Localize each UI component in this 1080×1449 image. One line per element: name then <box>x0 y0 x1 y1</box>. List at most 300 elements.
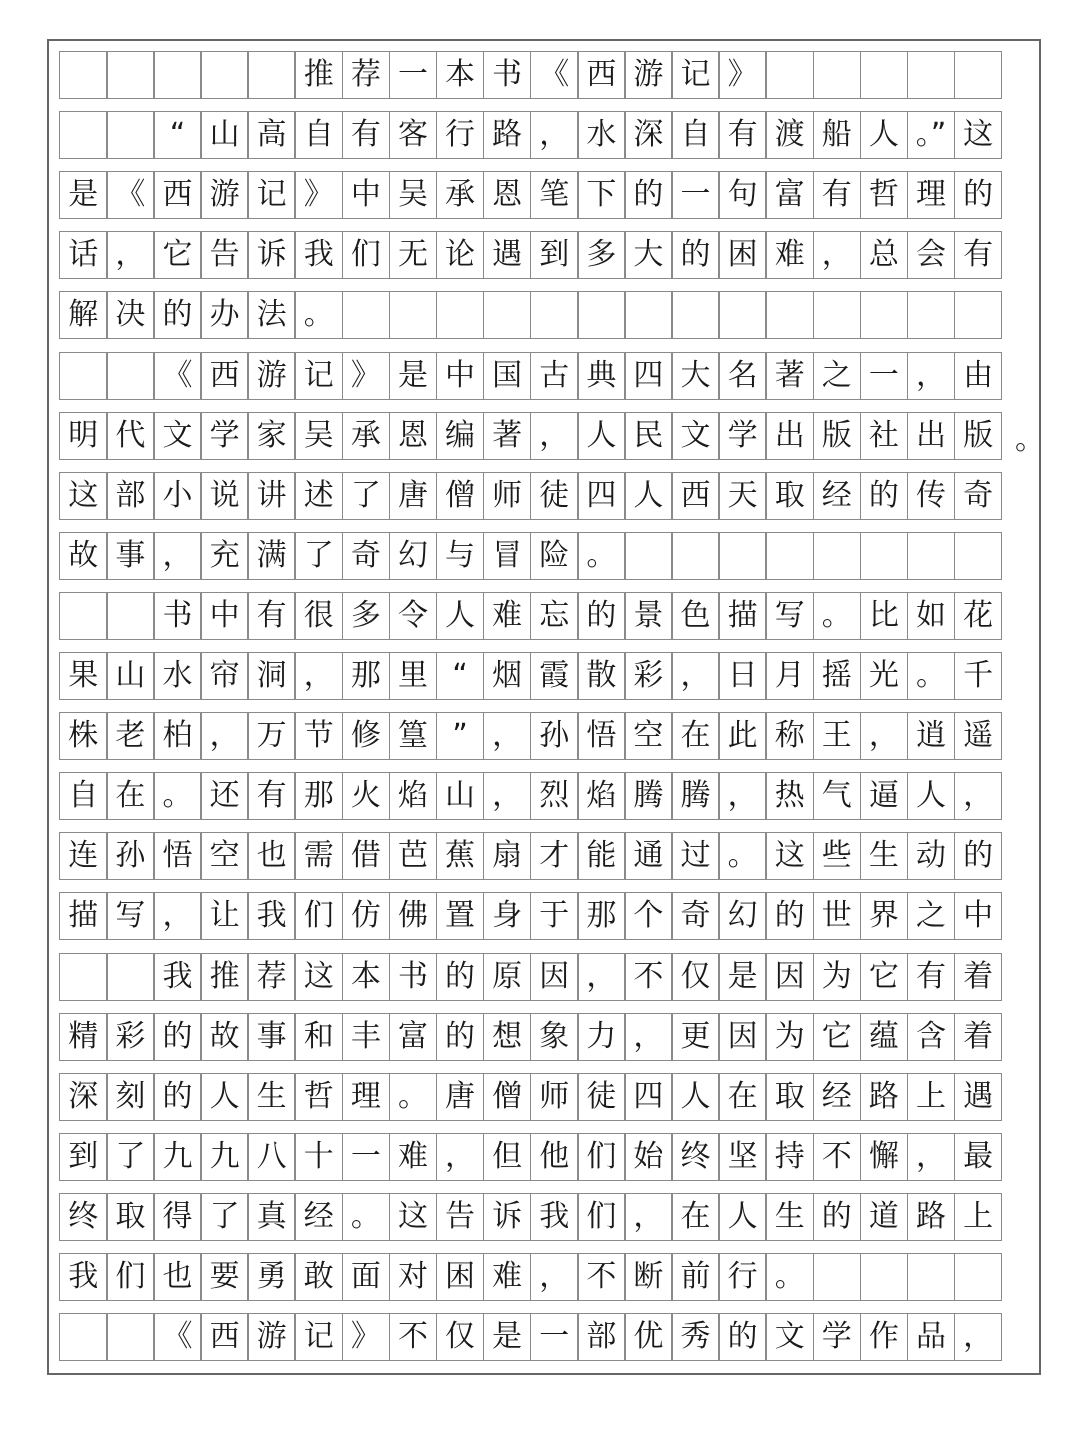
grid-character: 部 <box>106 472 155 520</box>
grid-character: 。 <box>907 652 956 700</box>
grid-character: 理 <box>907 171 956 219</box>
grid-character: 中 <box>200 592 249 640</box>
grid-empty-cell <box>389 291 438 339</box>
grid-character: 取 <box>106 1193 155 1241</box>
grid-empty-cell <box>907 1253 956 1301</box>
grid-empty-cell <box>860 51 909 99</box>
grid-character: 富 <box>765 171 814 219</box>
grid-character: ， <box>530 1253 579 1301</box>
grid-character: ， <box>153 532 202 580</box>
grid-character: 逼 <box>860 772 909 820</box>
grid-character: 需 <box>294 832 343 880</box>
grid-character: 精 <box>59 1013 108 1061</box>
grid-character: 西 <box>200 1313 249 1361</box>
grid-row <box>59 1133 1031 1181</box>
grid-character: 色 <box>671 592 720 640</box>
grid-character: ， <box>813 231 862 279</box>
grid-character: 取 <box>765 472 814 520</box>
grid-character: 人 <box>671 1073 720 1121</box>
grid-empty-cell <box>860 291 909 339</box>
grid-character: 人 <box>200 1073 249 1121</box>
grid-character: 道 <box>860 1193 909 1241</box>
grid-character: 原 <box>483 953 532 1001</box>
grid-character: 很 <box>294 592 343 640</box>
grid-character: 学 <box>200 412 249 460</box>
grid-character: 的 <box>153 291 202 339</box>
grid-character: 一 <box>342 1133 391 1181</box>
grid-character: 水 <box>153 652 202 700</box>
grid-character: 有 <box>907 953 956 1001</box>
grid-character: 荐 <box>247 953 296 1001</box>
grid-character: 充 <box>200 532 249 580</box>
grid-character: 是 <box>483 1313 532 1361</box>
grid-character: 忘 <box>530 592 579 640</box>
grid-character: 说 <box>200 472 249 520</box>
grid-character: 过 <box>671 832 720 880</box>
grid-character: 游 <box>247 352 296 400</box>
grid-character: 《 <box>106 171 155 219</box>
grid-character: 是 <box>718 953 767 1001</box>
grid-character: 大 <box>624 231 673 279</box>
grid-character: 我 <box>153 953 202 1001</box>
grid-character: ” <box>436 712 485 760</box>
grid-character: 自 <box>671 111 720 159</box>
grid-character: 记 <box>294 1313 343 1361</box>
grid-character: 经 <box>294 1193 343 1241</box>
grid-character: 中 <box>436 352 485 400</box>
grid-character: 对 <box>389 1253 438 1301</box>
grid-empty-cell <box>907 291 956 339</box>
grid-character: 不 <box>577 1253 626 1301</box>
grid-character: 古 <box>530 352 579 400</box>
grid-character: 富 <box>389 1013 438 1061</box>
grid-character: ， <box>294 652 343 700</box>
grid-character: 渡 <box>765 111 814 159</box>
grid-character: 学 <box>718 412 767 460</box>
grid-empty-cell <box>765 51 814 99</box>
grid-character: 的 <box>765 892 814 940</box>
grid-character: 也 <box>153 1253 202 1301</box>
grid-character: 有 <box>247 772 296 820</box>
grid-character: 日 <box>718 652 767 700</box>
grid-character: 悟 <box>577 712 626 760</box>
grid-character: 文 <box>153 412 202 460</box>
grid-character: 让 <box>200 892 249 940</box>
grid-character: 月 <box>765 652 814 700</box>
grid-empty-cell <box>813 532 862 580</box>
grid-character: 由 <box>954 352 1003 400</box>
grid-character: 办 <box>200 291 249 339</box>
grid-character: 柏 <box>153 712 202 760</box>
grid-character: 是 <box>59 171 108 219</box>
grid-character: 个 <box>624 892 673 940</box>
grid-character: 空 <box>624 712 673 760</box>
grid-character: 株 <box>59 712 108 760</box>
grid-character: 借 <box>342 832 391 880</box>
grid-character: 记 <box>247 171 296 219</box>
grid-empty-cell <box>200 51 249 99</box>
grid-character: 仿 <box>342 892 391 940</box>
grid-character: 之 <box>907 892 956 940</box>
grid-character: 的 <box>718 1313 767 1361</box>
grid-character: 了 <box>200 1193 249 1241</box>
grid-character: 焰 <box>577 772 626 820</box>
grid-character: 记 <box>671 51 720 99</box>
grid-character: 无 <box>389 231 438 279</box>
grid-character: ， <box>577 953 626 1001</box>
grid-character: 客 <box>389 111 438 159</box>
grid-character: 人 <box>436 592 485 640</box>
grid-character: 满 <box>247 532 296 580</box>
grid-character: 芭 <box>389 832 438 880</box>
grid-character: 僧 <box>483 1073 532 1121</box>
grid-character: 笔 <box>530 171 579 219</box>
grid-character: 师 <box>483 472 532 520</box>
grid-character: 难 <box>483 592 532 640</box>
grid-character: 在 <box>671 712 720 760</box>
grid-character: 因 <box>530 953 579 1001</box>
grid-character: 他 <box>530 1133 579 1181</box>
grid-empty-cell <box>907 51 956 99</box>
grid-character: 人 <box>907 772 956 820</box>
grid-row <box>59 953 1031 1001</box>
grid-character: 着 <box>954 1013 1003 1061</box>
grid-character: 。 <box>342 1193 391 1241</box>
grid-character: ， <box>200 712 249 760</box>
grid-character: 得 <box>153 1193 202 1241</box>
grid-character: 也 <box>247 832 296 880</box>
grid-empty-cell <box>247 51 296 99</box>
grid-character: 的 <box>153 1073 202 1121</box>
grid-character: 仅 <box>671 953 720 1001</box>
grid-character: 空 <box>200 832 249 880</box>
grid-character: 有 <box>954 231 1003 279</box>
grid-character: 还 <box>200 772 249 820</box>
grid-character: 蕴 <box>860 1013 909 1061</box>
grid-character: ， <box>954 772 1003 820</box>
grid-character: 决 <box>106 291 155 339</box>
grid-character: 那 <box>342 652 391 700</box>
grid-character: 里 <box>389 652 438 700</box>
grid-character: 面 <box>342 1253 391 1301</box>
grid-character: 能 <box>577 832 626 880</box>
grid-character: 的 <box>954 832 1003 880</box>
grid-character: 这 <box>389 1193 438 1241</box>
grid-character: 大 <box>671 352 720 400</box>
grid-character: “ <box>153 111 202 159</box>
grid-character: 节 <box>294 712 343 760</box>
grid-character: 生 <box>765 1193 814 1241</box>
grid-character: 最 <box>954 1133 1003 1181</box>
grid-character: 要 <box>200 1253 249 1301</box>
grid-character: 修 <box>342 712 391 760</box>
grid-character: 写 <box>106 892 155 940</box>
grid-character: ， <box>436 1133 485 1181</box>
grid-character: 花 <box>954 592 1003 640</box>
grid-character: 描 <box>59 892 108 940</box>
grid-character: 一 <box>860 352 909 400</box>
grid-empty-cell <box>671 291 720 339</box>
grid-character: 讲 <box>247 472 296 520</box>
grid-character: 论 <box>436 231 485 279</box>
grid-character: 八 <box>247 1133 296 1181</box>
grid-character: 果 <box>59 652 108 700</box>
grid-empty-cell <box>342 291 391 339</box>
grid-character: 到 <box>530 231 579 279</box>
grid-row <box>59 1073 1031 1121</box>
grid-character: 山 <box>200 111 249 159</box>
grid-character: 有 <box>718 111 767 159</box>
grid-character: 承 <box>436 171 485 219</box>
grid-empty-cell <box>765 532 814 580</box>
grid-character: 明 <box>59 412 108 460</box>
grid-character: ， <box>483 772 532 820</box>
grid-character: 彩 <box>624 652 673 700</box>
grid-empty-cell <box>813 291 862 339</box>
grid-character: ， <box>671 652 720 700</box>
grid-character: 经 <box>813 1073 862 1121</box>
grid-character: 这 <box>59 472 108 520</box>
grid-character: 民 <box>624 412 673 460</box>
grid-row <box>59 1253 1031 1301</box>
grid-character: 西 <box>153 171 202 219</box>
grid-character: 了 <box>342 472 391 520</box>
grid-character: 九 <box>153 1133 202 1181</box>
grid-character: 一 <box>671 171 720 219</box>
grid-empty-cell <box>954 1253 1003 1301</box>
grid-character: 哲 <box>860 171 909 219</box>
grid-character: ， <box>530 412 579 460</box>
grid-character: 作 <box>860 1313 909 1361</box>
grid-character: 不 <box>624 953 673 1001</box>
grid-character: 它 <box>860 953 909 1001</box>
grid-character: 幻 <box>718 892 767 940</box>
grid-character: 恩 <box>389 412 438 460</box>
grid-character: 为 <box>765 1013 814 1061</box>
grid-character: 因 <box>765 953 814 1001</box>
grid-character: 篁 <box>389 712 438 760</box>
grid-character: 上 <box>907 1073 956 1121</box>
grid-character: 奇 <box>954 472 1003 520</box>
grid-character: 持 <box>765 1133 814 1181</box>
grid-character: 人 <box>624 472 673 520</box>
grid-character: 传 <box>907 472 956 520</box>
grid-row <box>59 291 1031 339</box>
grid-character: 前 <box>671 1253 720 1301</box>
grid-character: 霞 <box>530 652 579 700</box>
grid-empty-cell <box>483 291 532 339</box>
grid-character: 中 <box>342 171 391 219</box>
grid-empty-cell <box>954 291 1003 339</box>
grid-character: 恩 <box>483 171 532 219</box>
grid-character: 这 <box>954 111 1003 159</box>
grid-character: 动 <box>907 832 956 880</box>
grid-character: 代 <box>106 412 155 460</box>
grid-character: 经 <box>813 472 862 520</box>
grid-character: 编 <box>436 412 485 460</box>
grid-character: 些 <box>813 832 862 880</box>
grid-character: 深 <box>59 1073 108 1121</box>
grid-character: 彩 <box>106 1013 155 1061</box>
grid-character: ， <box>106 231 155 279</box>
grid-character: 火 <box>342 772 391 820</box>
grid-character: 》 <box>342 352 391 400</box>
grid-character: 在 <box>106 772 155 820</box>
grid-character: 生 <box>247 1073 296 1121</box>
grid-character: 是 <box>389 352 438 400</box>
grid-character: 摇 <box>813 652 862 700</box>
grid-row <box>59 892 1031 940</box>
grid-character: 取 <box>765 1073 814 1121</box>
grid-character: 四 <box>577 472 626 520</box>
grid-empty-cell <box>954 51 1003 99</box>
grid-character: 奇 <box>342 532 391 580</box>
grid-character: 焰 <box>389 772 438 820</box>
grid-character: 的 <box>436 1013 485 1061</box>
grid-character: 。 <box>718 832 767 880</box>
grid-character: 行 <box>436 111 485 159</box>
grid-empty-cell <box>106 1313 155 1361</box>
grid-character: 象 <box>530 1013 579 1061</box>
grid-character: 险 <box>530 532 579 580</box>
grid-row <box>59 51 1031 99</box>
grid-empty-cell <box>59 592 108 640</box>
grid-character: 生 <box>860 832 909 880</box>
grid-character: 》 <box>294 171 343 219</box>
grid-character: 学 <box>813 1313 862 1361</box>
grid-character: 们 <box>577 1133 626 1181</box>
grid-character: 事 <box>247 1013 296 1061</box>
grid-character: 为 <box>813 953 862 1001</box>
grid-character: 散 <box>577 652 626 700</box>
grid-character: 了 <box>106 1133 155 1181</box>
grid-character: 们 <box>294 892 343 940</box>
grid-character: 记 <box>294 352 343 400</box>
grid-character: 通 <box>624 832 673 880</box>
grid-empty-cell <box>954 532 1003 580</box>
grid-character: 解 <box>59 291 108 339</box>
overflow-punctuation: 。 <box>1015 421 1045 457</box>
grid-character: 徒 <box>577 1073 626 1121</box>
grid-character: 总 <box>860 231 909 279</box>
grid-character: 们 <box>342 231 391 279</box>
grid-character: 万 <box>247 712 296 760</box>
grid-character: 刻 <box>106 1073 155 1121</box>
grid-character: 我 <box>294 231 343 279</box>
grid-character: 老 <box>106 712 155 760</box>
grid-character: 的 <box>813 1193 862 1241</box>
grid-character: 此 <box>718 712 767 760</box>
grid-character: 故 <box>59 532 108 580</box>
grid-character: 景 <box>624 592 673 640</box>
grid-character: 因 <box>718 1013 767 1061</box>
grid-character: 遇 <box>483 231 532 279</box>
grid-character: 部 <box>577 1313 626 1361</box>
grid-empty-cell <box>106 953 155 1001</box>
grid-character: 。 <box>813 592 862 640</box>
grid-character: 腾 <box>624 772 673 820</box>
grid-row <box>59 1013 1031 1061</box>
grid-character: 我 <box>247 892 296 940</box>
grid-empty-cell <box>624 532 673 580</box>
grid-character: 承 <box>342 412 391 460</box>
grid-character: 《 <box>530 51 579 99</box>
grid-character: 难 <box>389 1133 438 1181</box>
grid-character: 置 <box>436 892 485 940</box>
grid-character: 家 <box>247 412 296 460</box>
grid-character: 推 <box>294 51 343 99</box>
grid-character: 版 <box>813 412 862 460</box>
grid-character: 《 <box>153 1313 202 1361</box>
grid-character: 人 <box>860 111 909 159</box>
grid-character: 但 <box>483 1133 532 1181</box>
grid-character: 西 <box>200 352 249 400</box>
grid-character: 丰 <box>342 1013 391 1061</box>
grid-empty-cell <box>907 532 956 580</box>
grid-character: 有 <box>813 171 862 219</box>
grid-empty-cell <box>59 953 108 1001</box>
grid-character: 困 <box>436 1253 485 1301</box>
grid-character: 烟 <box>483 652 532 700</box>
grid-character: 孙 <box>530 712 579 760</box>
grid-empty-cell <box>813 1253 862 1301</box>
grid-character: ， <box>954 1313 1003 1361</box>
grid-character: 懈 <box>860 1133 909 1181</box>
grid-character: 多 <box>342 592 391 640</box>
grid-character: 与 <box>436 532 485 580</box>
grid-character: 书 <box>389 953 438 1001</box>
grid-character: 困 <box>718 231 767 279</box>
grid-character: 出 <box>765 412 814 460</box>
grid-character: ， <box>624 1193 673 1241</box>
grid-character: 。 <box>294 291 343 339</box>
grid-row <box>59 652 1031 700</box>
grid-character: 》 <box>342 1313 391 1361</box>
grid-character: 书 <box>483 51 532 99</box>
grid-character: ， <box>907 352 956 400</box>
grid-character: 敢 <box>294 1253 343 1301</box>
grid-character: 人 <box>718 1193 767 1241</box>
grid-character: 高 <box>247 111 296 159</box>
grid-character: 》 <box>718 51 767 99</box>
grid-character: 力 <box>577 1013 626 1061</box>
grid-character: 自 <box>294 111 343 159</box>
grid-empty-cell <box>106 352 155 400</box>
grid-character: 洞 <box>247 652 296 700</box>
grid-character: 比 <box>860 592 909 640</box>
grid-character: 推 <box>200 953 249 1001</box>
grid-row <box>59 352 1031 400</box>
grid-character: 在 <box>718 1073 767 1121</box>
grid-row <box>59 772 1031 820</box>
grid-character: 诉 <box>247 231 296 279</box>
grid-character: 会 <box>907 231 956 279</box>
grid-character: 世 <box>813 892 862 940</box>
grid-character: 冒 <box>483 532 532 580</box>
grid-character: 热 <box>765 772 814 820</box>
grid-empty-cell <box>860 532 909 580</box>
grid-character: 才 <box>530 832 579 880</box>
grid-character: 名 <box>718 352 767 400</box>
grid-character: 想 <box>483 1013 532 1061</box>
grid-character: 著 <box>765 352 814 400</box>
composition-paper <box>47 39 1045 1375</box>
grid-empty-cell <box>671 532 720 580</box>
grid-character: 僧 <box>436 472 485 520</box>
grid-character: 徒 <box>530 472 579 520</box>
grid-character: 更 <box>671 1013 720 1061</box>
grid-character: 山 <box>106 652 155 700</box>
